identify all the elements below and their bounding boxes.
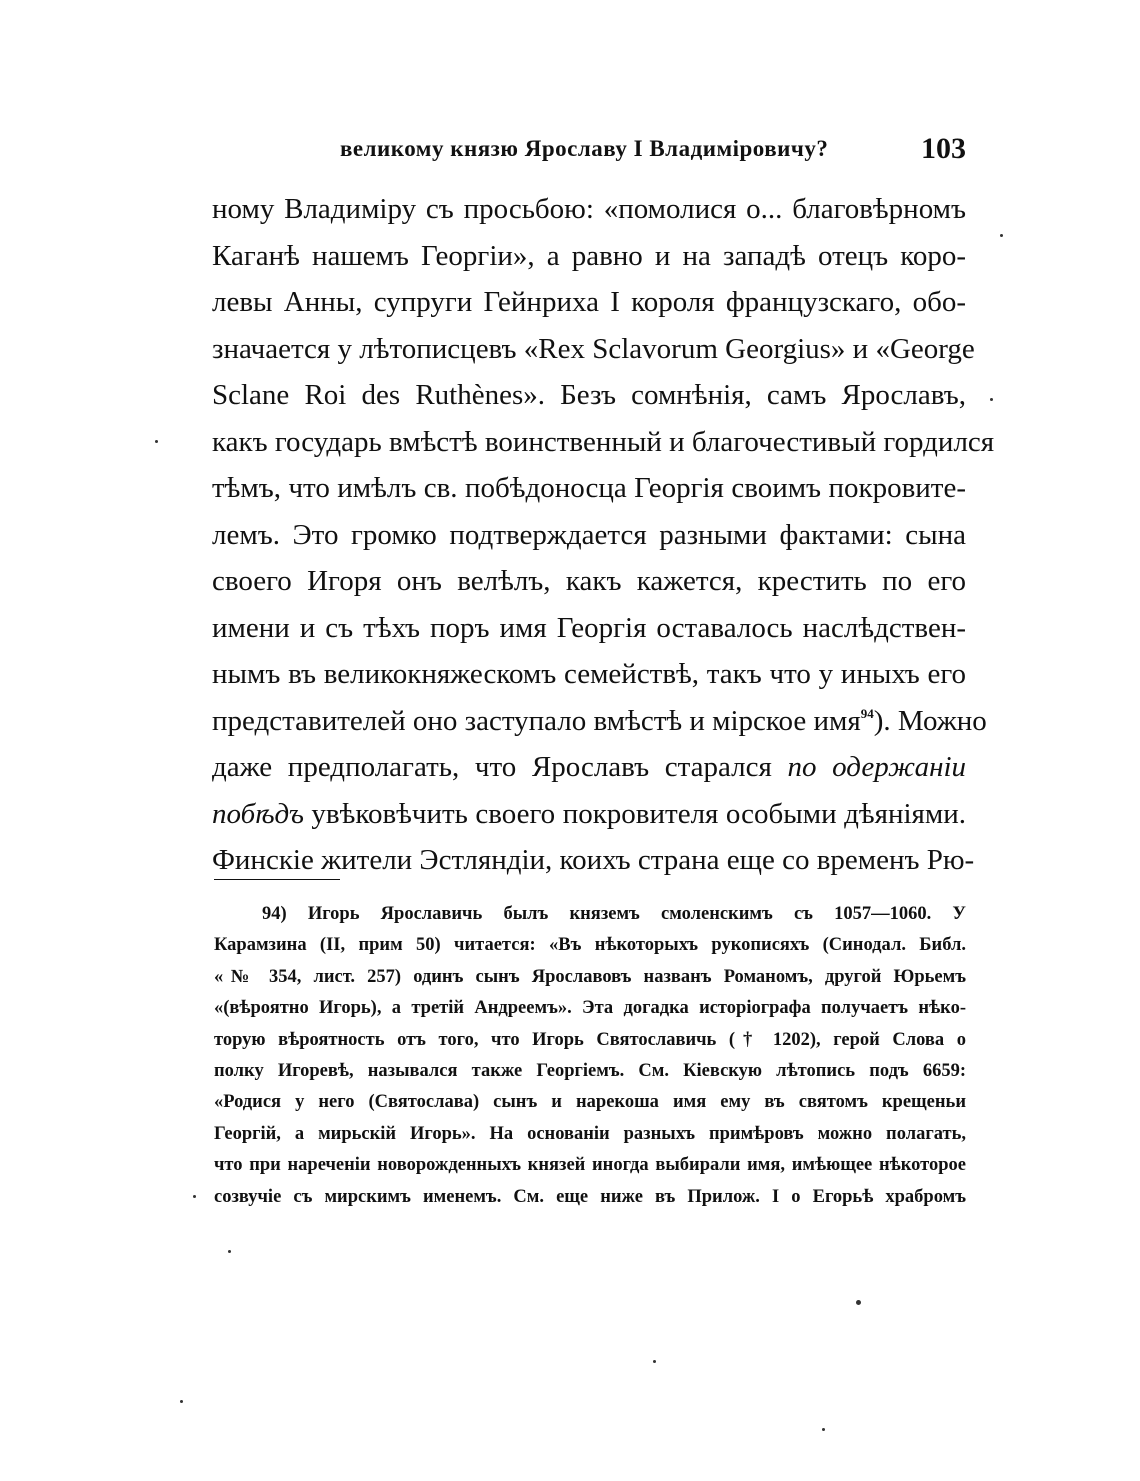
footnote-line: торую вѣроятность отъ того, что Игорь Святославичь († 1202), герой Слова о (214, 1029, 966, 1050)
scan-speck (155, 440, 158, 443)
scan-speck (822, 1428, 825, 1431)
text-line: Финскіе жители Эстляндіи, коихъ страна еще со временъ Рю- (212, 844, 975, 876)
text-line: Каганѣ нашемъ Георгіи», а равно и на западѣ отецъ коро- (212, 239, 966, 272)
text-line (212, 791, 966, 838)
footnote (214, 899, 966, 1213)
scan-speck (653, 1360, 656, 1363)
italic-phrase: побѣдъ (212, 797, 304, 830)
text-line: левы Анны, супруги Гейнриха I короля французскаго, обо- (212, 286, 966, 318)
scan-speck (1000, 234, 1003, 237)
text-line-with-footnote-ref (212, 698, 987, 745)
footnote-line: Георгій, а мирьскій Игорь». На основаніи разныхъ примѣровъ можно полагать, (214, 1123, 966, 1144)
scan-speck (180, 1400, 183, 1403)
scan-speck (990, 398, 993, 401)
page-number: 103 (921, 132, 966, 165)
text-segment: увѣковѣчить своего покровителя особыми дѣяніями. (303, 797, 966, 830)
text-line: ному Владиміру съ просьбою: «помолися о... благовѣрномъ (212, 193, 966, 225)
text-line: тѣмъ, что имѣлъ св. побѣдоносца Георгія своимъ покровите- (212, 472, 966, 504)
italic-phrase: по одержаніи (787, 751, 967, 783)
footnote-line: созвучіе съ мирскимъ именемъ. См. еще ниже въ Прилож. I о Егорьѣ храбромъ (214, 1186, 966, 1207)
scan-speck (193, 1195, 196, 1198)
text-line: своего Игоря онъ велѣлъ, какъ кажется, крестить по его (212, 565, 966, 597)
text-line: значается у лѣтописцевъ «Rex Sclavorum Georgius» и «George (212, 332, 975, 365)
main-text (212, 186, 995, 884)
text-segment: даже предполагать, что Ярославъ старался (212, 751, 788, 783)
scan-speck (856, 1300, 861, 1305)
footnote-line: «(вѣроятно Игорь), а третій Андреемъ». Эта догадка исторіографа получаетъ нѣко- (214, 998, 966, 1019)
text-line: лемъ. Это громко подтверждается разными фактами: сына (212, 518, 966, 551)
text-line: какъ государь вмѣстѣ воинственный и благочестивый гордился (212, 425, 995, 458)
footnote-line: 94) Игорь Ярославичь былъ княземъ смоленскимъ съ 1057—1060. У (262, 904, 966, 924)
running-title: великому князю Ярославу I Владиміровичу? (340, 136, 829, 161)
text-segment: ). Можно (873, 704, 987, 737)
text-segment: представителей оно заступало вмѣстѣ и мірское имя (212, 704, 861, 737)
footnote-separator (214, 879, 340, 880)
footnote-line: «№ 354, лист. 257) одинъ сынъ Ярославовъ названъ Романомъ, другой Юрьемъ (214, 966, 966, 987)
footnote-reference[interactable]: 94 (860, 705, 874, 721)
footnote-line: «Родися у него (Святослава) сынъ и нарекоша имя ему въ святомъ крещеньи (214, 1092, 966, 1113)
footnote-line: что при нареченіи новорожденныхъ князей иногда выбирали имя, имѣющее нѣкоторое (214, 1155, 966, 1176)
scan-speck (228, 1250, 231, 1253)
footnote-line: полку Игоревѣ, назывался также Георгіемъ. См. Кіевскую лѣтопись подъ 6659: (214, 1060, 966, 1081)
running-head (340, 132, 966, 176)
text-line: нымъ въ великокняжескомъ семействѣ, такъ что у иныхъ его (212, 658, 966, 690)
text-line: Sclane Roi des Ruthènes». Безъ сомнѣнія, самъ Ярославъ, (212, 379, 966, 411)
text-line: имени и съ тѣхъ поръ имя Георгія оставалось наслѣдствен- (212, 611, 966, 644)
text-line (212, 744, 966, 791)
footnote-line: Карамзина (II, прим 50) читается: «Въ нѣкоторыхъ рукописяхъ (Синодал. Библ. (214, 935, 966, 956)
